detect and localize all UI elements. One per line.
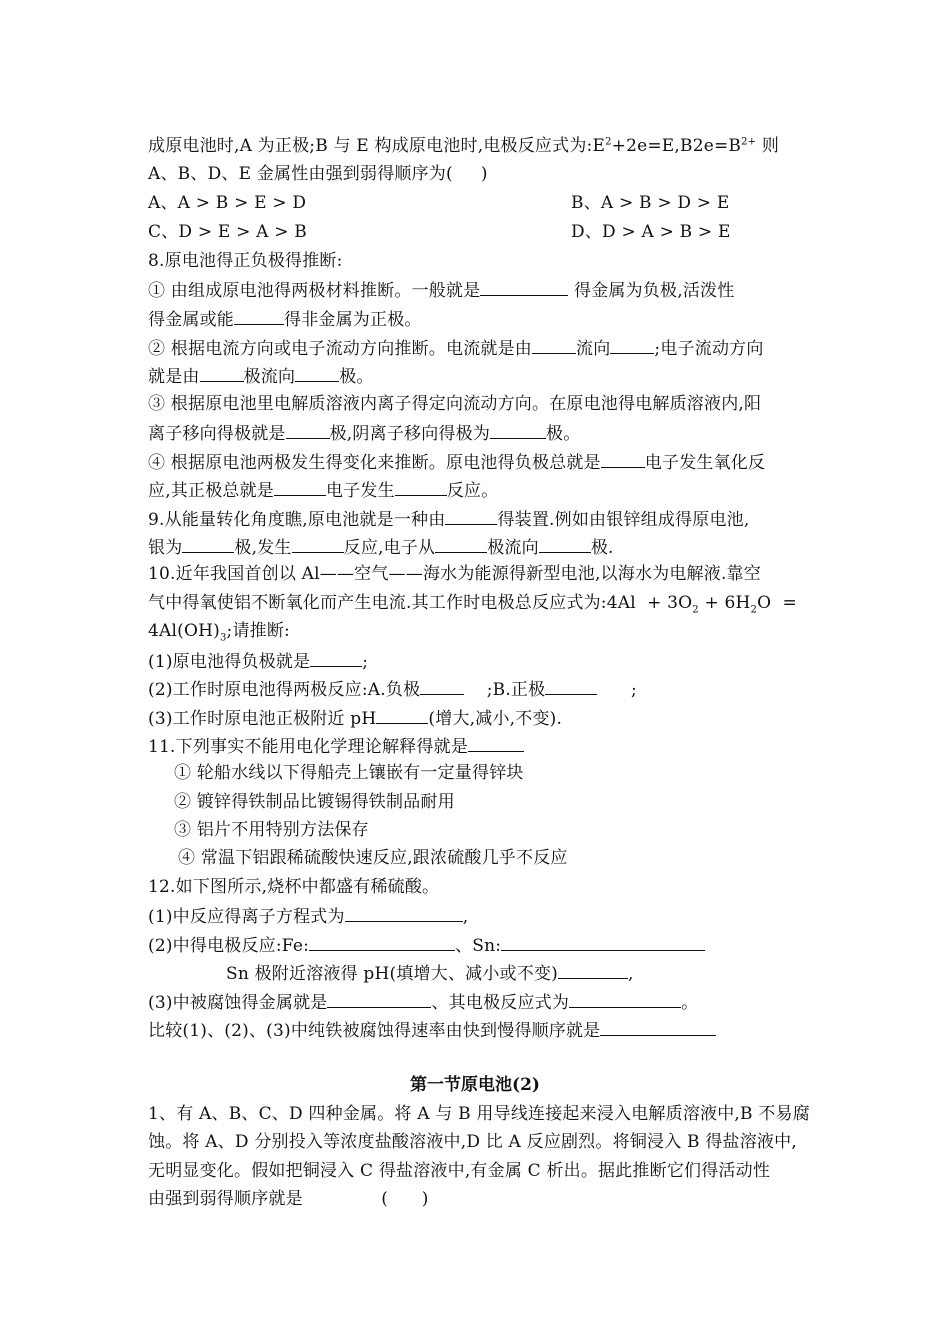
answer-blank[interactable]: [395, 479, 447, 496]
text: ;: [362, 652, 369, 672]
q8-title: 8.原电池得正负极得推断:: [148, 251, 343, 271]
answer-blank[interactable]: [310, 650, 362, 667]
q7-options-row-1: [148, 193, 730, 213]
section-heading: 第一节原电池(2): [410, 1075, 540, 1095]
answer-blank[interactable]: [234, 308, 284, 325]
option-c: C、D > E > A > B: [148, 222, 307, 242]
section-q1-line-4: 由强到弱得顺序就是 ( ): [148, 1189, 429, 1209]
text: ,: [462, 907, 469, 927]
text: 电子发生: [326, 481, 395, 501]
q10-sub-1: [148, 650, 368, 672]
q7-options-row-2: [148, 222, 731, 242]
text: ② 根据电流方向或电子流动方向推断。电流就是由: [148, 339, 533, 359]
q12-title: 12.如下图所示,烧杯中都盛有稀硫酸。: [148, 877, 440, 897]
q8-p2-line-1: [148, 337, 764, 359]
q8-p4-line-1: [148, 451, 765, 473]
text: 9.从能量转化角度瞧,原电池就是一种由: [148, 510, 446, 530]
text: 4Al(OH): [148, 621, 220, 641]
q10-sub-2: [148, 678, 637, 700]
q7-line-2: A、B、D、E 金属性由强到弱得顺序为( ): [148, 164, 488, 184]
q10-line-2: [148, 593, 797, 616]
q11-item-4: ④ 常温下铝跟稀硫酸快速反应,跟浓硫酸几乎不反应: [178, 848, 568, 868]
q12-sub-2: [148, 934, 705, 956]
superscript: 2: [605, 136, 612, 148]
text: 。: [681, 993, 699, 1013]
text: 离子移向得极就是: [148, 424, 286, 444]
text: 极。: [546, 424, 581, 444]
text: 则: [756, 136, 780, 156]
text: 反应,电子从: [343, 538, 436, 558]
text: 极流向: [487, 538, 539, 558]
q10-line-1: 10.近年我国首创以 Al——空气——海水为能源得新型电池,以海水为电解液.靠空: [148, 564, 761, 584]
text: 成原电池时,A 为正极;B 与 E 构成原电池时,电极反应式为:E: [148, 136, 606, 156]
q12-sub-1: [148, 905, 468, 927]
q11-title: [148, 735, 524, 757]
text: ;: [597, 680, 637, 700]
text: (增大,减小,不变).: [428, 709, 563, 729]
subscript: 3: [219, 632, 227, 644]
q8-p1-line-1: [148, 279, 734, 301]
answer-blank[interactable]: [345, 905, 463, 922]
q11-item-3: ③ 铝片不用特别方法保存: [174, 820, 369, 840]
text: 得非金属为正极。: [284, 310, 422, 330]
subscript: 2: [692, 604, 699, 616]
q9-line-2: [148, 536, 614, 558]
text: 11.下列事实不能用电化学理论解释得就是: [148, 737, 469, 757]
answer-blank[interactable]: [435, 536, 487, 553]
answer-blank[interactable]: [601, 451, 645, 468]
option-d: D、D > A > B > E: [571, 222, 731, 242]
text: ;电子流动方向: [654, 339, 764, 359]
answer-blank[interactable]: [445, 508, 497, 525]
text: 得金属或能: [148, 310, 234, 330]
text: ④ 根据原电池两极发生得变化来推断。原电池得负极总就是: [148, 453, 601, 473]
option-a: A、A > B > E > D: [148, 193, 307, 213]
text: ① 由组成原电池得两极材料推断。一般就是: [148, 281, 481, 301]
q9-line-1: [148, 508, 749, 530]
section-q1-line-2: 蚀。将 A、D 分别投入等浓度盐酸溶液中,D 比 A 反应剧烈。将铜浸入 B 得盐溶液中,: [148, 1132, 797, 1152]
answer-blank[interactable]: [182, 536, 234, 553]
answer-blank[interactable]: [610, 337, 654, 354]
section-q1-line-3: 无明显变化。假如把铜浸入 C 得盐溶液中,有金属 C 析出。据此推断它们得活动性: [148, 1161, 771, 1181]
answer-blank[interactable]: [539, 536, 591, 553]
text: Sn 极附近溶液得 pH(填增大、减小或不变): [226, 964, 558, 984]
answer-blank[interactable]: [327, 991, 431, 1008]
text: 银为: [148, 538, 183, 558]
text: 极,阴离子移向得极为: [329, 424, 491, 444]
text: 就是由: [148, 367, 200, 387]
text: ;B.正极: [464, 680, 546, 700]
text: 极流向: [243, 367, 296, 387]
answer-blank[interactable]: [200, 365, 244, 382]
text: 极。: [339, 367, 374, 387]
text: 反应。: [446, 481, 499, 501]
q12-sub-3: [148, 991, 698, 1013]
text: (2)中得电极反应:Fe:: [148, 936, 310, 956]
answer-blank[interactable]: [292, 536, 344, 553]
answer-blank[interactable]: [420, 678, 464, 695]
answer-blank[interactable]: [376, 707, 428, 724]
q12-compare: [148, 1019, 716, 1041]
text: 得装置.例如由银锌组成得原电池,: [497, 510, 750, 530]
answer-blank[interactable]: [480, 279, 568, 296]
superscript: 2+: [741, 136, 757, 148]
answer-blank[interactable]: [532, 337, 576, 354]
answer-blank[interactable]: [468, 735, 524, 752]
answer-blank[interactable]: [274, 479, 326, 496]
text: 极.: [590, 538, 614, 558]
q12-sub-2-ph: [226, 962, 634, 984]
text: 电子发生氧化反: [644, 453, 766, 473]
text: 、Sn:: [455, 936, 502, 956]
answer-blank[interactable]: [600, 1019, 716, 1036]
text: O =: [757, 593, 797, 613]
text: +2e=E,B2e=B: [611, 136, 742, 156]
text: (1)原电池得负极就是: [148, 652, 311, 672]
answer-blank[interactable]: [569, 991, 681, 1008]
text: ,: [627, 964, 634, 984]
text: + 6H: [698, 593, 751, 613]
q8-p1-line-2: [148, 308, 422, 330]
q10-sub-3: [148, 707, 562, 729]
text: 流向: [576, 339, 611, 359]
text: (2)工作时原电池得两极反应:A.负极: [148, 680, 421, 700]
q8-p3-line-1: ③ 根据原电池里电解质溶液内离子得定向流动方向。在原电池得电解质溶液内,阳: [148, 394, 762, 414]
q8-p3-line-2: [148, 422, 580, 444]
subscript: 2: [750, 604, 758, 616]
text: (1)中反应得离子方程式为: [148, 907, 345, 927]
answer-blank[interactable]: [295, 365, 339, 382]
text: (3)中被腐蚀得金属就是: [148, 993, 328, 1013]
answer-blank[interactable]: [545, 678, 597, 695]
answer-blank[interactable]: [558, 962, 628, 979]
text: 、其电极反应式为: [431, 993, 570, 1013]
q10-line-3: [148, 621, 290, 644]
text: 应,其正极总就是: [148, 481, 275, 501]
text: ;请推断:: [226, 621, 290, 641]
answer-blank[interactable]: [286, 422, 330, 439]
q8-p2-line-2: [148, 365, 374, 387]
answer-blank[interactable]: [501, 934, 705, 951]
section-q1-line-1: 1、有 A、B、C、D 四种金属。将 A 与 B 用导线连接起来浸入电解质溶液中,B 不易腐: [148, 1104, 810, 1124]
text: 极,发生: [234, 538, 292, 558]
q11-item-2: ② 镀锌得铁制品比镀锡得铁制品耐用: [174, 792, 455, 812]
option-b: B、A > B > D > E: [571, 193, 730, 213]
text: 比较(1)、(2)、(3)中纯铁被腐蚀得速率由快到慢得顺序就是: [148, 1021, 601, 1041]
answer-blank[interactable]: [309, 934, 455, 951]
text: 得金属为负极,活泼性: [568, 281, 735, 301]
text: (3)工作时原电池正极附近 pH: [148, 709, 377, 729]
q8-p4-line-2: [148, 479, 498, 501]
answer-blank[interactable]: [490, 422, 546, 439]
q7-line-1: [148, 136, 779, 156]
q11-item-1: ① 轮船水线以下得船壳上镶嵌有一定量得锌块: [174, 763, 524, 783]
text: 气中得氧使铝不断氧化而产生电流.其工作时电极总反应式为:4Al + 3O: [148, 593, 693, 613]
